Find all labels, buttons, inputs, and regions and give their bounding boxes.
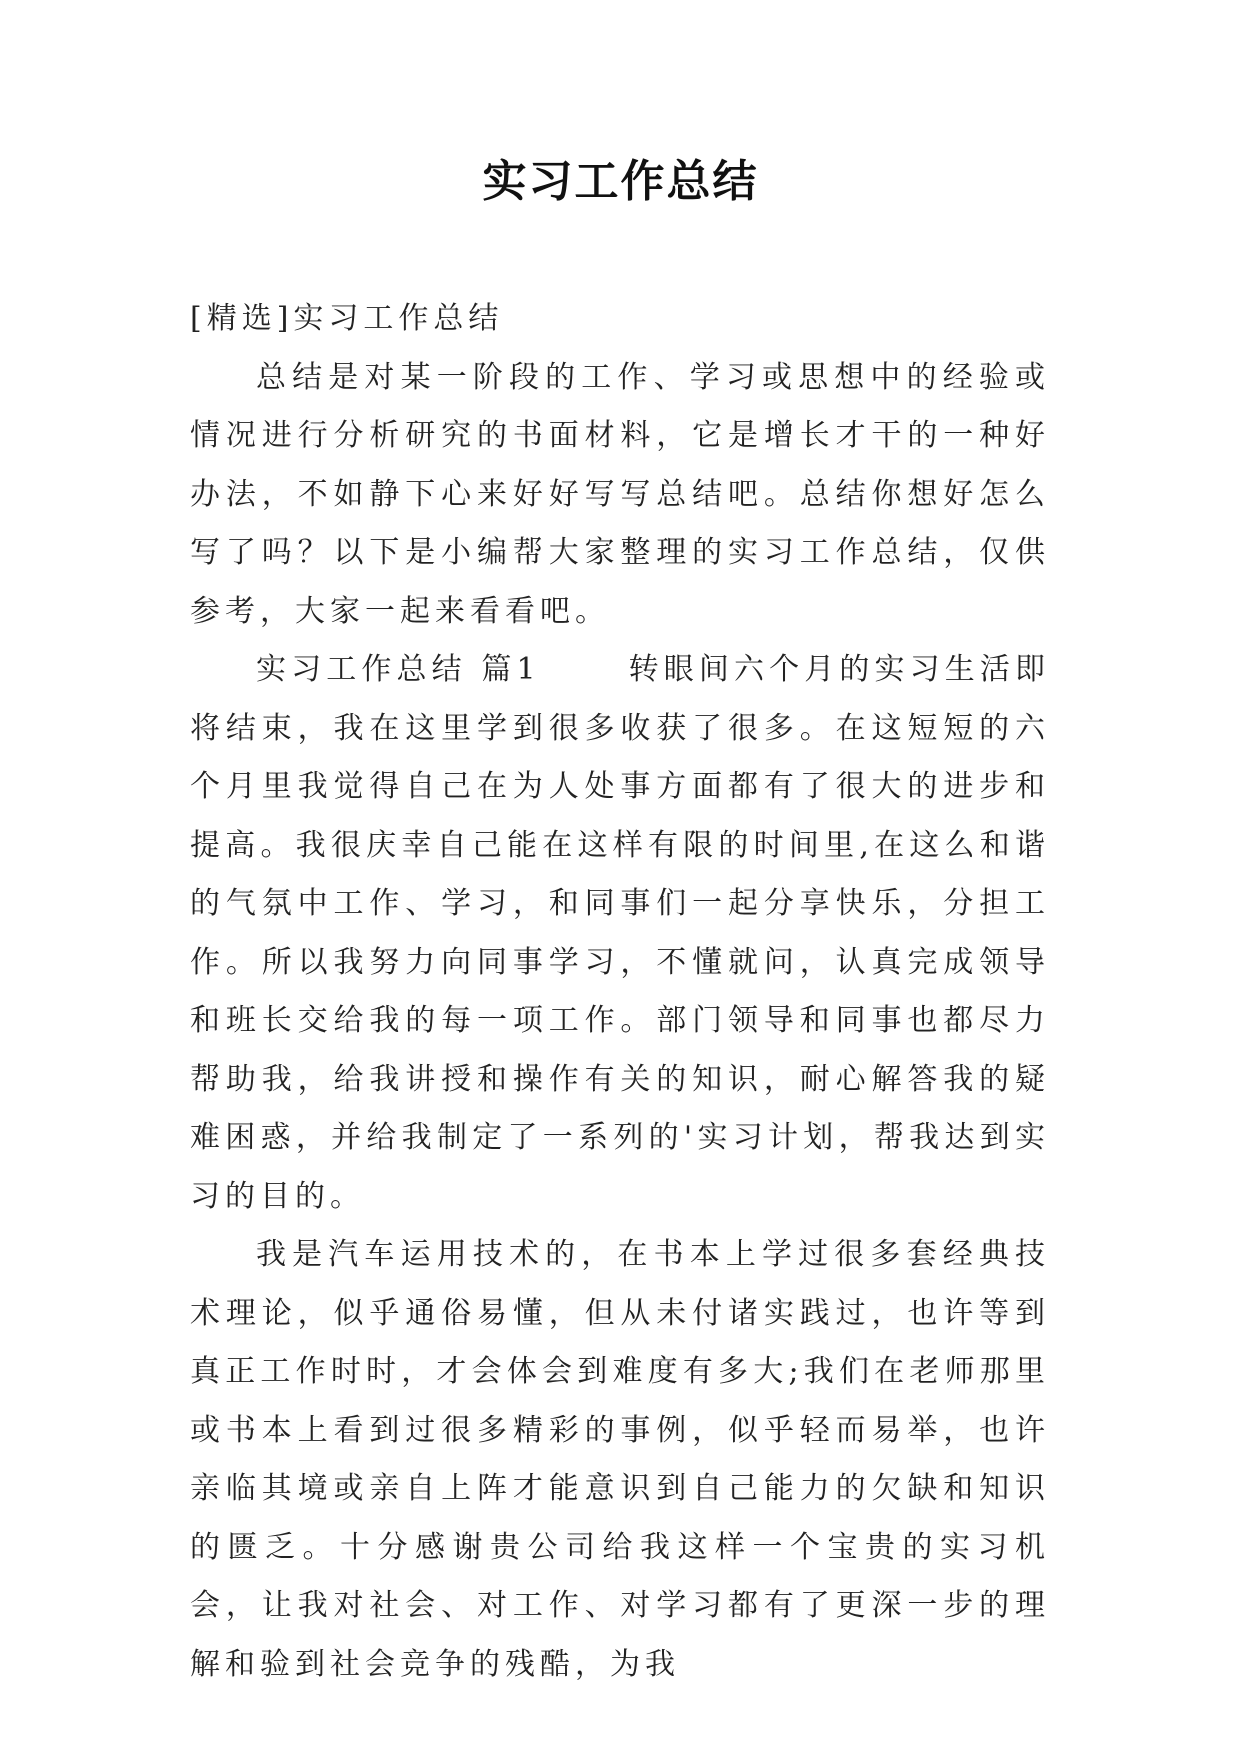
section-paragraph-2: 我是汽车运用技术的，在书本上学过很多套经典技术理论，似乎通俗易懂，但从未付诸实践过，也许等到真正工作时时，才会体会到难度有多大;我们在老师那里或书本上看到过很多精彩的事例，似乎轻而易举，也许亲临其境或亲自上阵才能意识到自己能力的欠缺和知识的匮乏。十分感谢贵公司给我这样一个宝贵的实习机会，让我对社会、对工作、对学习都有了更深一步的理解和验到社会竞争的残酷，为我 — [190, 1237, 1050, 1682]
section-paragraph-1 — [190, 641, 1050, 1226]
heading-gap — [541, 652, 629, 687]
section-heading: 实习工作总结 篇1 — [256, 652, 541, 687]
document-body — [190, 290, 1050, 1694]
document-subtitle: [精选]实习工作总结 — [190, 301, 504, 336]
intro-paragraph: 总结是对某一阶段的工作、学习或思想中的经验或情况进行分析研究的书面材料，它是增长才干的一种好办法，不如静下心来好好写写总结吧。总结你想好怎么写了吗？以下是小编帮大家整理的实习工作总结，仅供参考，大家一起来看看吧。 — [190, 359, 1050, 629]
page-title: 实习工作总结 — [482, 156, 759, 207]
section-paragraph-1-text: 转眼间六个月的实习生活即将结束，我在这里学到很多收获了很多。在这短短的六个月里我觉得自己在为人处事方面都有了很大的进步和提高。我很庆幸自己能在这样有限的时间里,在这么和谐的气氛中工作、学习，和同事们一起分享快乐，分担工作。所以我努力向同事学习，不懂就问，认真完成领导和班长交给我的每一项工作。部门领导和同事也都尽力帮助我，给我讲授和操作有关的知识，耐心解答我的疑难困惑，并给我制定了一系列的'实习计划，帮我达到实习的目的。 — [190, 652, 1051, 1214]
